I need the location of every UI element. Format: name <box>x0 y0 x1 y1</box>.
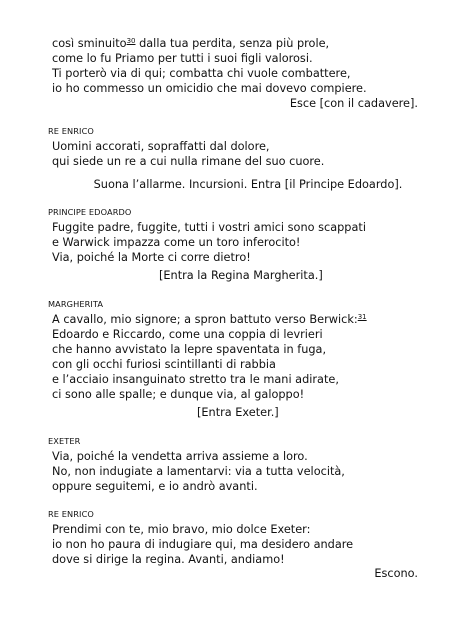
speaker-name: RE ENRICO <box>48 509 94 519</box>
verse-line: No, non indugiate a lamentarvi: via a tutta velocità, <box>52 465 345 478</box>
verse-line: Via, poiché la Morte ci corre dietro! <box>52 251 251 264</box>
speaker-name: EXETER <box>48 436 81 446</box>
verse-line: Via, poiché la vendetta arriva assieme a loro. <box>52 450 308 463</box>
verse-line: con gli occhi furiosi scintillanti di rabbia <box>52 358 276 371</box>
verse-line: e l’acciaio insanguinato stretto tra le mani adirate, <box>52 373 339 386</box>
verse-text: così sminuito <box>52 37 127 50</box>
verse-line: oppure seguitemi, e io andrò avanti. <box>52 480 258 493</box>
footnote-ref[interactable]: 30 <box>126 37 136 45</box>
verse-line: ci sono alle spalle; e dunque via, al galoppo! <box>52 388 305 401</box>
verse-line: che hanno avvistato la lepre spaventata in fuga, <box>52 343 327 356</box>
stage-direction: Esce [con il cadavere]. <box>289 97 418 110</box>
footnote-ref[interactable]: 31 <box>357 313 367 321</box>
speaker-name: RE ENRICO <box>48 126 94 136</box>
verse-line: Ti porterò via di qui; combatta chi vuole combattere, <box>52 67 351 80</box>
verse-line: qui siede un re a cui nulla rimane del suo cuore. <box>52 155 325 168</box>
verse-line: Edoardo e Riccardo, come una coppia di levrieri <box>52 328 323 341</box>
speaker-name: PRINCIPE EDOARDO <box>48 207 132 217</box>
verse-line: dove si dirige la regina. Avanti, andiamo! <box>52 553 285 566</box>
stage-direction: [Entra la Regina Margherita.] <box>159 269 323 282</box>
stage-direction-text: Suona l’allarme. Incursioni. Entra [il Principe Edoardo]. <box>93 178 403 191</box>
verse-line <box>52 312 367 327</box>
stage-direction <box>0 177 452 192</box>
verse-line: Prendimi con te, mio bravo, mio dolce Exeter: <box>52 523 311 536</box>
verse-line: Fuggite padre, fuggite, tutti i vostri amici sono scappati <box>52 221 366 234</box>
verse-line: io non ho paura di indugiare qui, ma desidero andare <box>52 538 354 551</box>
speaker-name: MARGHERITA <box>48 299 104 309</box>
stage-direction: [Entra Exeter.] <box>197 406 279 419</box>
verse-line: io ho commesso un omicidio che mai dovevo compiere. <box>52 82 367 95</box>
verse-line: come lo fu Priamo per tutti i suoi figli valorosi. <box>52 52 313 65</box>
verse-line: e Warwick impazza come un toro inferocito! <box>52 236 301 249</box>
verse-line: Uomini accorati, sopraffatti dal dolore, <box>52 140 270 153</box>
verse-text: dalla tua perdita, senza più prole, <box>135 37 330 50</box>
verse-text: A cavallo, mio signore; a spron battuto verso Berwick: <box>52 313 358 326</box>
stage-direction: Escono. <box>374 567 418 580</box>
verse-line <box>52 36 329 51</box>
